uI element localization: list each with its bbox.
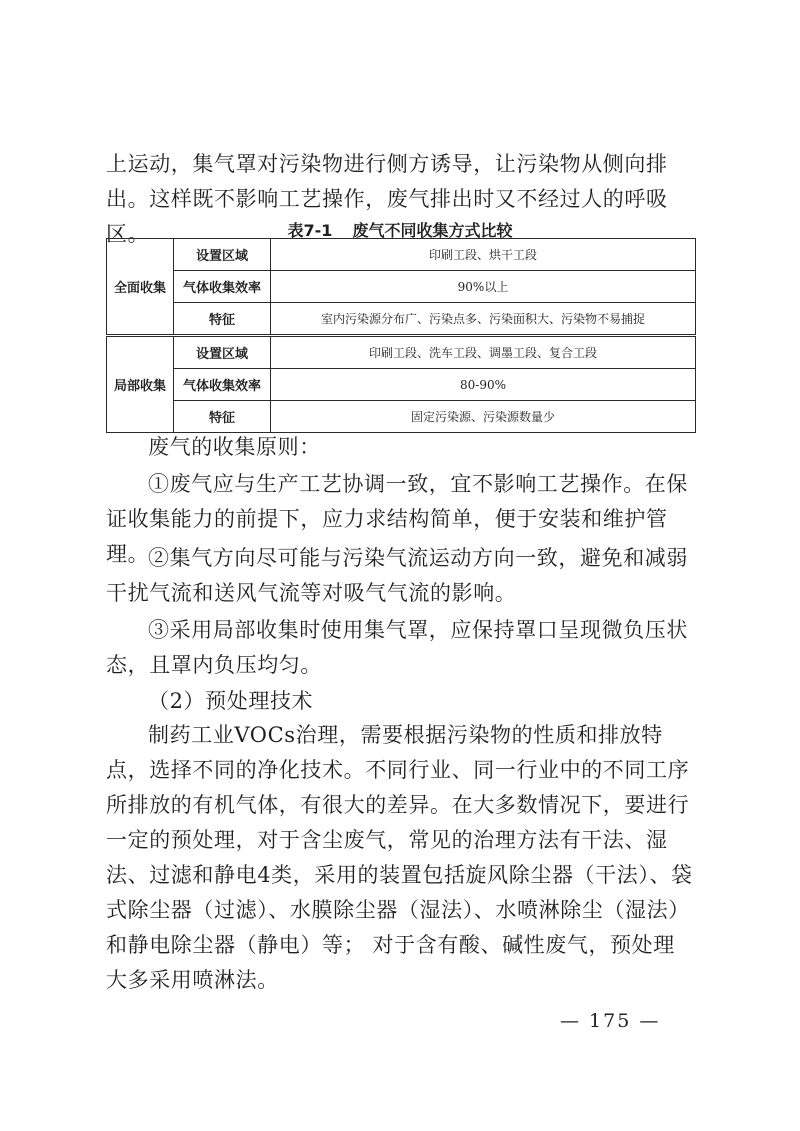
group-cell-overall: 全面收集 [107,239,174,336]
value-cell: 印刷工段、洗车工段、调墨工段、复合工段 [271,336,696,369]
principles-heading: 废气的收集原则： [148,435,321,459]
table-title: 废气不同收集方式比较 [352,221,513,240]
principle-1: ①废气应与生产工艺协调一致，宜不影响工艺操作。在保证收集能力的前提下，应力求结构简单，便于安装和维护管理。 [106,472,688,566]
attr-cell: 气体收集效率 [174,271,271,303]
attr-cell: 特征 [174,303,271,336]
table-row [107,369,696,401]
value-cell: 印刷工段、烘干工段 [271,239,696,271]
comparison-table [106,238,696,433]
section-heading: （2）预处理技术 [148,689,314,713]
table-row [107,303,696,336]
attr-cell: 特征 [174,401,271,433]
table-row [107,336,696,369]
group-cell-local: 局部收集 [107,336,174,433]
table-number: 表7-1 [287,221,333,240]
page-number: — 175 — [560,1010,661,1032]
value-cell: 室内污染源分布广、污染点多、污染面积大、污染物不易捕捉 [271,303,696,336]
table-row [107,239,696,271]
value-cell: 固定污染源、污染源数量少 [271,401,696,433]
attr-cell: 设置区域 [174,239,271,271]
table-row [107,401,696,433]
attr-cell: 气体收集效率 [174,369,271,401]
principle-2: ②集气方向尽可能与污染气流运动方向一致，避免和减弱干扰气流和送风气流等对吸气气流的影响。 [106,546,688,605]
value-cell: 90%以上 [271,271,696,303]
intro-paragraph: 上运动，集气罩对污染物进行侧方诱导，让污染物从侧向排出。这样既不影响工艺操作，废气排出时又不经过人的呼吸区。 [106,152,668,246]
table-row [107,271,696,303]
section-paragraph: 制药工业VOCs治理，需要根据污染物的性质和排放特点，选择不同的净化技术。不同行业、同一行业中的不同工序所排放的有机气体，有很大的差异。在大多数情况下，要进行一定的预处理，对于含尘废气，常见的治理方法有干法、湿法、过滤和静电4类，采用的装置包括旋风除尘器（干法）、袋式除尘器（过滤）、水膜除尘器（湿法）、水喷淋除尘（湿法）和静电除尘器（静电）等； 对于含有酸、碱性废气，预处理大多采用喷淋法。 [106,723,693,992]
attr-cell: 设置区域 [174,336,271,369]
value-cell: 80-90% [271,369,696,401]
principle-3: ③采用局部收集时使用集气罩，应保持罩口呈现微负压状态，且罩内负压均匀。 [106,618,688,677]
